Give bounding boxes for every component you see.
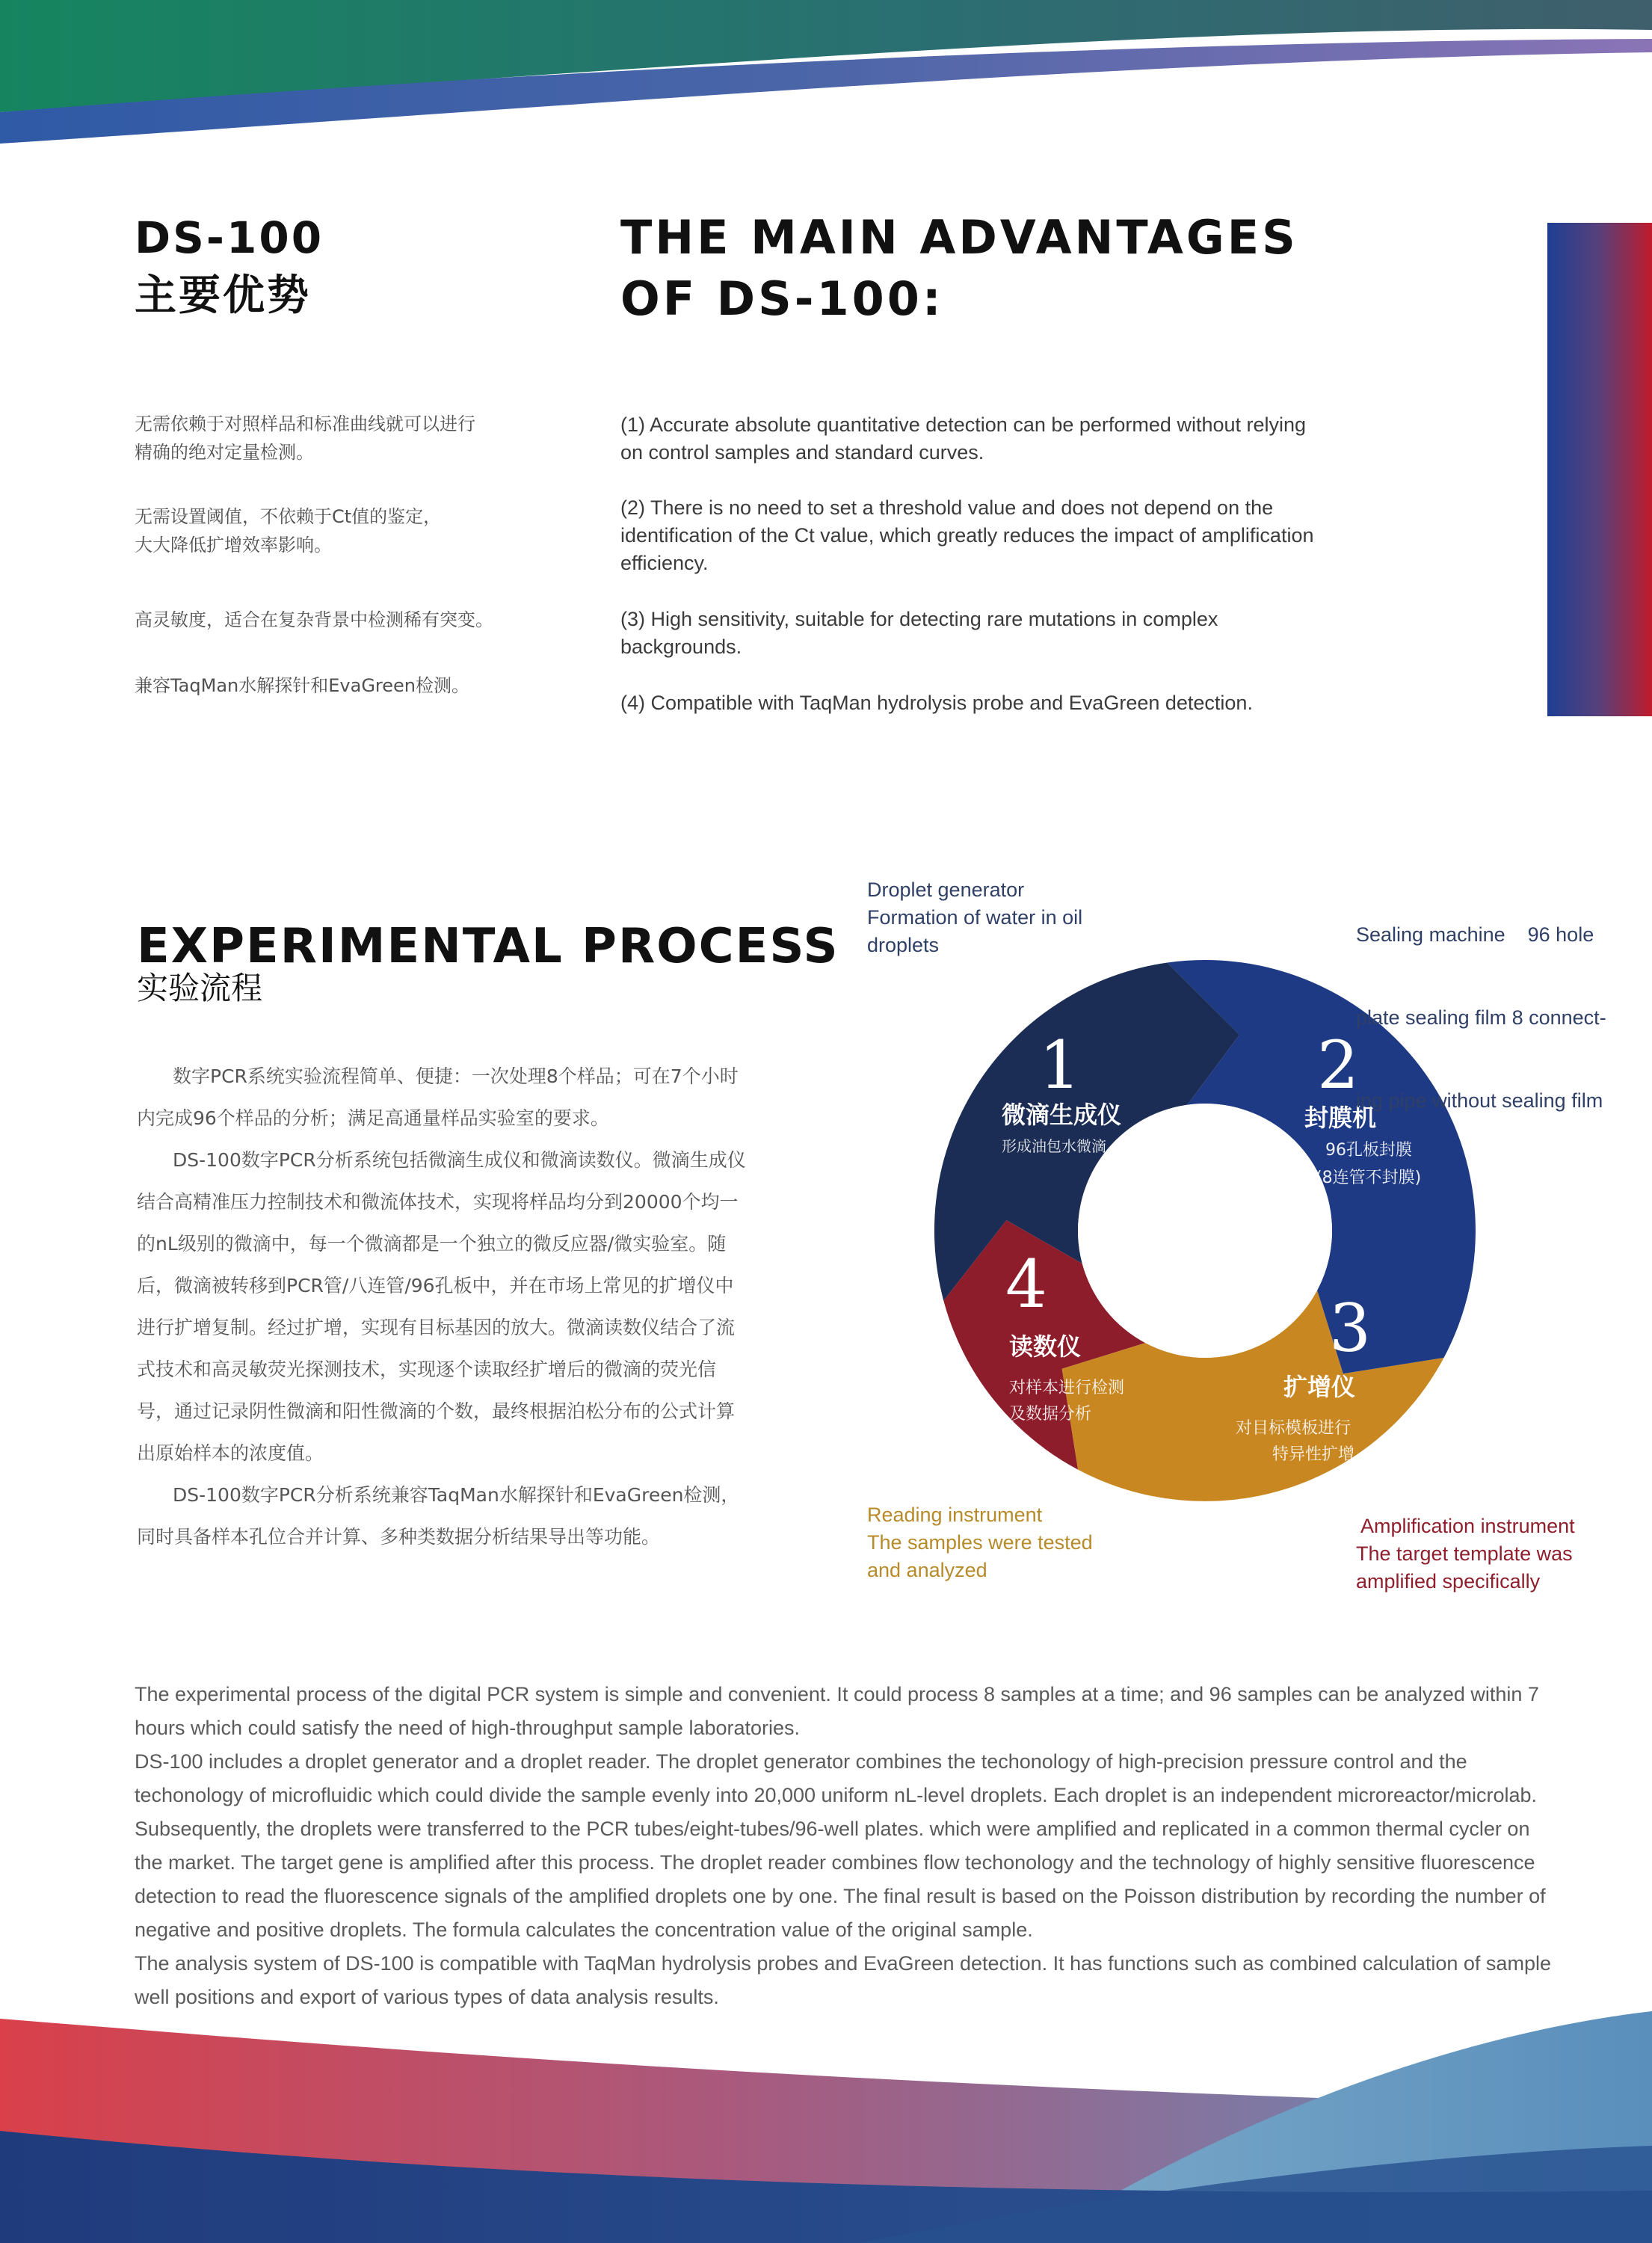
advantage-cn-1: 无需依赖于对照样品和标准曲线就可以进行 精确的绝对定量检测。 xyxy=(135,413,475,463)
process-paragraph: 数字PCR系统实验流程简单、便捷：一次处理8个样品；可在7个小时内完成96个样品的分析；满足高通量样品实验室的要求。 xyxy=(137,1065,739,1129)
step-desc-2a: 96孔板封膜 xyxy=(1325,1141,1412,1160)
step-number-3: 3 xyxy=(1329,1290,1371,1367)
advantages-title-en-line2: OF DS-100: xyxy=(620,271,944,326)
step-name-3: 扩增仪 xyxy=(1283,1373,1356,1401)
advantage-en-3: (3) High sensitivity, suitable for detecting rare mutations in complex backgrounds. xyxy=(620,608,1218,658)
advantage-en-1: (1) Accurate absolute quantitative detection can be performed without relying on control samples and standard curves. xyxy=(620,413,1307,464)
process-paragraph: DS-100数字PCR分析系统兼容TaqMan水解探针和EvaGreen检测，同时具备样本孔位合并计算、多种类数据分析结果导出等功能。 xyxy=(137,1484,740,1548)
step-desc-4a: 对样本进行检测 xyxy=(1009,1379,1125,1397)
step-number-2: 2 xyxy=(1317,1027,1359,1104)
process-paragraph: DS-100数字PCR分析系统包括微滴生成仪和微滴读数仪。微滴生成仪结合高精准压力控制技术和微流体技术，实现将样品均分到20000个均一的nL级别的微滴中，每一个微滴都是一个独立的微反应器/微实验室。随后，微滴被转移到PCR管/八连管/96孔板中，并在市场上常见的扩增仪中进行扩增复制。经过扩增，实现有目标基因的放大。微滴读数仪结合了流式技术和高灵敏荧光探测技术，实现逐个读取经扩增后的微滴的荧光信号，通过记录阴性微滴和阳性微滴的个数，最终根据泊松分布的公式计算出原始样本的浓度值。 xyxy=(137,1149,746,1464)
advantages-title-cn: 主要优势 xyxy=(135,271,311,320)
advantages-title-en-line1: THE MAIN ADVANTAGES xyxy=(620,210,1298,265)
process-body-cn xyxy=(137,1056,750,1558)
top-wave-decoration xyxy=(0,0,1652,150)
step-number-4: 4 xyxy=(1005,1246,1047,1323)
step-desc-3b: 特异性扩增 xyxy=(1272,1445,1355,1464)
advantage-en-2: (2) There is no need to set a threshold value and does not depend on the identification of the Ct value, which greatly reduces the impact of amplification efficiency. xyxy=(620,496,1314,574)
label-droplet-generator: Droplet generator Formation of water in oil droplets xyxy=(867,879,1083,956)
process-title-cn: 实验流程 xyxy=(137,970,263,1006)
en-paragraph: The experimental process of the digital PCR system is simple and convenient. It could process 8 samples at a time; and 96 samples can be analyzed within 7 hours which could satisfy the need of high-throughput sample laboratories. xyxy=(135,1683,1539,1739)
label-amplification-instrument: Amplification instrument The target template was amplified specifically xyxy=(1356,1515,1575,1593)
cycle-center xyxy=(1078,1104,1332,1358)
advantage-cn-3: 高灵敏度，适合在复杂背景中检测稀有突变。 xyxy=(135,609,493,630)
step-desc-1: 形成油包水微滴 xyxy=(1002,1137,1106,1155)
step-name-4: 读数仪 xyxy=(1009,1332,1082,1361)
advantage-cn-2: 无需设置阈值，不依赖于Ct值的鉴定， 大大降低扩增效率影响。 xyxy=(135,506,442,556)
advantage-cn-4: 兼容TaqMan水解探针和EvaGreen检测。 xyxy=(135,675,470,696)
step-desc-4b: 及数据分析 xyxy=(1009,1405,1092,1424)
advantage-en-4: (4) Compatible with TaqMan hydrolysis probe and EvaGreen detection. xyxy=(620,692,1253,714)
label-sealing-machine: Sealing machine 96 hole plate sealing film 8 connect- ing pipe without sealing film xyxy=(1356,923,1606,1112)
en-paragraph: The analysis system of DS-100 is compatible with TaqMan hydrolysis probes and EvaGreen detection. It has functions such as combined calculation of sample well positions and export of various types of data analysis results. xyxy=(135,1952,1551,2008)
bottom-wave-decoration xyxy=(0,2004,1652,2243)
step-name-2: 封膜机 xyxy=(1304,1104,1377,1132)
step-desc-3a: 对目标模板进行 xyxy=(1236,1419,1352,1438)
step-number-1: 1 xyxy=(1039,1027,1081,1104)
side-gradient-bar xyxy=(1547,223,1652,716)
process-body-en xyxy=(135,1678,1555,2014)
process-title-en: EXPERIMENTAL PROCESS xyxy=(137,919,839,974)
model-title: DS-100 xyxy=(135,212,324,263)
en-paragraph: DS-100 includes a droplet generator and a droplet reader. The droplet generator combines the techonology of high-precision pressure control and the techonology of microfluidic which could divide the sample evenly into 20,000 uniform nL-level droplets. Each droplet is an independent microreactor/microlab. Subsequently, the droplets were transferred to the PCR tubes/eight-tubes/96-well plates. which were amplified and replicated in a common thermal cycler on the market. The target gene is amplified after this process. The droplet reader combines flow techonology and the technology of highly sensitive fluorescence detection to read the fluorescence signals of the amplified droplets one by one. The final result is based on the Poisson distribution by recording the number of negative and positive droplets. The formula calculates the concentration value of the original sample. xyxy=(135,1750,1546,1941)
step-desc-2b: (8连管不封膜) xyxy=(1316,1169,1422,1187)
label-reading-instrument: Reading instrument The samples were tested and analyzed xyxy=(867,1504,1093,1581)
step-name-1: 微滴生成仪 xyxy=(1002,1101,1122,1129)
